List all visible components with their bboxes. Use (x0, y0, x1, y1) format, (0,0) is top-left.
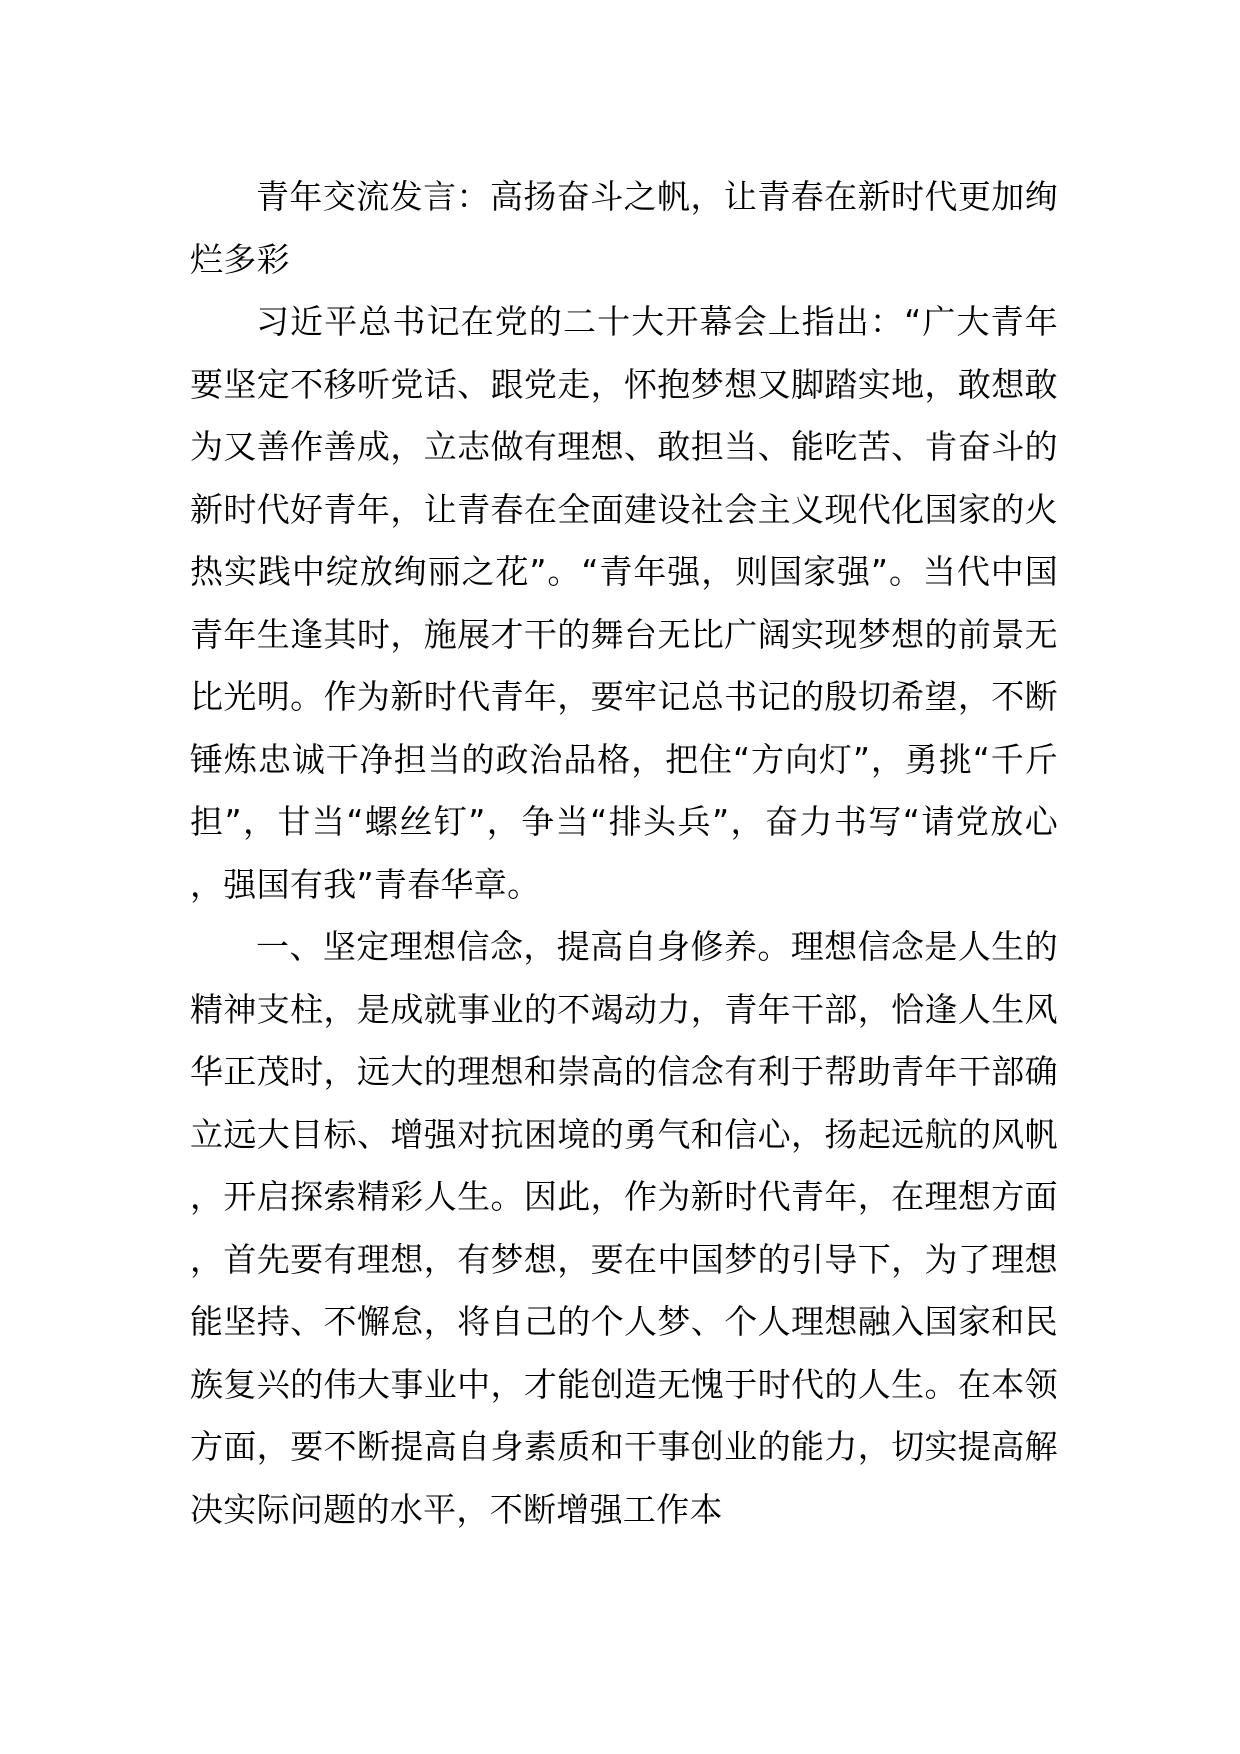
document-body (190, 166, 1058, 1541)
paragraph-intro: 习近平总书记在党的二十大开幕会上指出：“广大青年要坚定不移听党话、跟党走，怀抱梦想又脚踏实地，敢想敢为又善作善成，立志做有理想、敢担当、能吃苦、肯奋斗的新时代好青年，让青春在全面建设社会主义现代化国家的火热实践中绽放绚丽之花”。“青年强，则国家强”。当代中国青年生逢其时，施展才干的舞台无比广阔实现梦想的前景无比光明。作为新时代青年，要牢记总书记的殷切希望，不断锤炼忠诚干净担当的政治品格，把住“方向灯”，勇挑“千斤担”，甘当“螺丝钉”，争当“排头兵”，奋力书写“请党放心，强国有我”青春华章。 (190, 302, 1058, 904)
paragraph-section-one: 一、坚定理想信念，提高自身修养。理想信念是人生的精神支柱，是成就事业的不竭动力，青年干部，恰逢人生风华正茂时，远大的理想和崇高的信念有利于帮助青年干部确立远大目标、增强对抗困境的勇气和信心，扬起远航的风帆，开启探索精彩人生。因此，作为新时代青年，在理想方面，首先要有理想，有梦想，要在中国梦的引导下，为了理想能坚持、不懈怠，将自己的个人梦、个人理想融入国家和民族复兴的伟大事业中，才能创造无愧于时代的人生。在本领方面，要不断提高自身素质和干事创业的能力，切实提高解决实际问题的水平，不断增强工作本 (190, 927, 1058, 1529)
document-title: 青年交流发言：高扬奋斗之帆，让青春在新时代更加绚烂多彩 (190, 177, 1058, 279)
